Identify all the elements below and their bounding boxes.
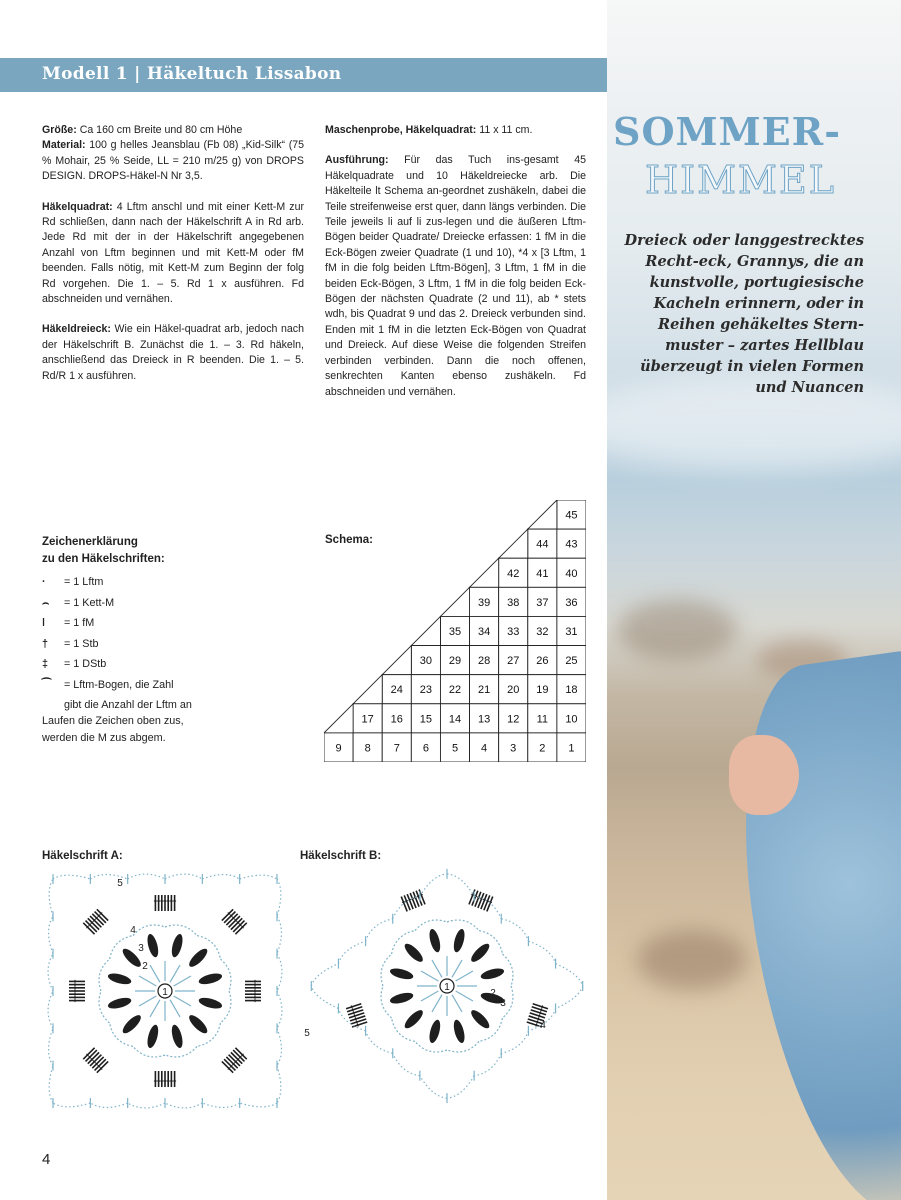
schema-cell-number: 22	[448, 684, 462, 697]
round-label: 2	[490, 988, 496, 999]
outer-chain-arc	[202, 1103, 239, 1107]
round-1-stitch	[456, 971, 473, 981]
legend-title-line1: Zeichenerklärung	[42, 536, 138, 548]
outer-chain-arc	[240, 1103, 277, 1107]
schema-cell-number: 17	[361, 713, 374, 726]
schema-cell-number: 44	[536, 538, 549, 551]
square-label: Häkelquadrat:	[42, 200, 113, 213]
schema-cell-number: 8	[364, 742, 371, 755]
schema-cell-number: 18	[565, 684, 578, 697]
round-label: 5	[304, 1028, 310, 1039]
round-1-stitch	[421, 971, 438, 981]
outer-chain-arc	[556, 964, 583, 986]
round-label: 1	[444, 982, 450, 993]
outer-chain-arc	[49, 879, 53, 916]
single-crochet-icon: ǀ	[42, 617, 46, 629]
double-crochet-icon: †	[42, 637, 49, 650]
schema-cell-number: 23	[419, 684, 433, 697]
outer-chain-arc	[165, 874, 202, 879]
outer-chain-arc	[128, 874, 165, 879]
legend-item	[42, 654, 192, 675]
outer-chain-arc	[501, 919, 528, 941]
schema-cell-number: 6	[422, 742, 429, 755]
page-number: 4	[42, 1151, 51, 1168]
outer-chain-arc	[311, 964, 338, 986]
schema-cell-number: 24	[390, 684, 403, 697]
chain-arc	[447, 1041, 479, 1052]
outer-chain-arc	[338, 941, 365, 963]
schema-cell-number: 26	[536, 655, 549, 668]
hand-image	[729, 735, 799, 815]
puff-stitch	[145, 933, 160, 959]
chain-arc	[381, 954, 392, 986]
puff-stitch	[198, 971, 224, 986]
puff-stitch	[480, 966, 506, 981]
legend-item	[42, 675, 192, 696]
puff-stitch	[402, 941, 425, 964]
triangle-text: Wie ein Häkel-quadrat arb, jedoch nach der Häkelschrift B. Zunächst die 1. – 3. Rd häkeln, anschließend das Dreieck in R beenden. Die 1. – 5. Rd/R 1 x ausführen.	[42, 323, 304, 382]
outer-chain-arc	[48, 954, 53, 991]
double-crochet-group	[69, 980, 85, 1002]
round-1-stitch	[432, 995, 442, 1012]
schema-cell-number: 11	[536, 713, 549, 726]
schema-label: Schema:	[325, 534, 373, 546]
schema-triangle	[470, 558, 499, 587]
outer-chain-arc	[277, 1028, 281, 1065]
schema-cell-number: 40	[565, 567, 578, 580]
stitch-crossbar	[536, 1024, 537, 1027]
double-crochet-group	[221, 908, 248, 935]
legend-text: = Lftm-Bogen, die Zahl	[64, 678, 174, 691]
round-label: 1	[162, 987, 168, 998]
schema-cell-number: 45	[565, 509, 578, 522]
schema-cell-number: 9	[335, 742, 342, 755]
legend-text: = 1 Stb	[64, 637, 99, 650]
headline-sommer: SOMMER-	[613, 109, 841, 154]
outer-chain-arc	[528, 941, 555, 963]
schema-cell-number: 33	[507, 626, 520, 638]
schema-cell-number: 25	[565, 655, 578, 668]
execution-text: Für das Tuch ins-gesamt 45 Häkelquadrate und 10 Häkeldreiecke arb. Die Häkelteile lt Schema an-geordnet zushäkeln, dabei die Teile streifenweise erst quer, dann längs verbinden. Die Teile jeweils li auf li zus-legen und die äußeren Lftm-Bögen beider Quadrate/ Dreiecke erfassen: 1 fM in die Eck-Bögen zweier Quadrate (1 und 10), *4 x [3 Lftm, 1 fM in die folg beiden Lftm-Bögen], 3 Lftm, 1 fM in die beiden Eck-Bögen, 3 Lftm, 1 fM in die folg beiden Eck-Bögen der nächsten Quadrate (2 und 11), ab * stets wdh, bis Quadrat 9 und das 2. Dreieck verbunden sind. Enden mit 1 fM in die letzten Eck-Bögen von Quadrat und Dreieck. Auf diese Weise die folgenden Streifen verbinden verbinden. Dann die noch offenen, senkrechten Kanten ebenso zushäkeln. Fd abschneiden und vernähen.	[325, 154, 586, 398]
schema-cell-number: 38	[507, 596, 520, 609]
page-title: Modell 1 | Häkeltuch Lissabon	[42, 64, 342, 84]
chain-arc	[165, 925, 197, 936]
round-label: 3	[138, 943, 144, 954]
puff-stitch	[389, 966, 415, 981]
round-1-stitch	[170, 1000, 180, 1017]
schema-triangle	[440, 587, 469, 616]
legend-note	[42, 713, 184, 747]
assembly-schema	[324, 500, 586, 762]
schema-cell-number: 36	[565, 596, 578, 609]
puff-stitch	[187, 946, 210, 969]
legend-text: = 1 DStb	[64, 658, 107, 670]
outer-chain-arc	[447, 874, 474, 896]
schema-cell-number: 32	[536, 626, 549, 638]
round-label: 4	[130, 925, 136, 936]
chain-arc	[133, 925, 165, 936]
schema-triangle	[411, 616, 440, 645]
schema-cell-number: 35	[448, 626, 462, 638]
double-crochet-group	[82, 908, 109, 935]
chain-arc	[447, 920, 479, 931]
crochet-chart-b	[300, 866, 595, 1106]
legend-title-line2: zu den Häkelschriften:	[42, 553, 165, 565]
chain-arc	[381, 986, 392, 1018]
stitch-crossbar	[356, 1021, 357, 1024]
headline-himmel: HIMMEL	[645, 158, 836, 202]
outer-chain-arc	[49, 916, 53, 953]
round-1-stitch	[452, 995, 462, 1012]
slip-stitch-icon: ⌢	[42, 596, 50, 609]
puff-stitch	[187, 1013, 210, 1036]
puff-stitch	[145, 1024, 160, 1050]
legend-title	[42, 534, 165, 568]
stitch-crossbar	[541, 1008, 542, 1011]
puff-stitch	[452, 1019, 467, 1045]
legend-text: = 1 fM	[64, 617, 95, 629]
stitch-crossbar	[538, 1018, 539, 1021]
double-crochet-group	[221, 1047, 248, 1074]
schema-cell-number: 10	[565, 713, 578, 726]
schema-cell-number: 34	[477, 626, 491, 638]
size-label: Größe:	[42, 124, 77, 136]
legend-note-line1: Laufen die Zeichen oben zus,	[42, 715, 184, 727]
schema-cell-number: 31	[565, 626, 578, 638]
chain-arc	[502, 954, 513, 986]
schema-cell-number: 30	[419, 655, 433, 668]
stitch-crossbar	[351, 1005, 352, 1008]
stitch-crossbar	[540, 1012, 541, 1015]
round-1-stitch	[170, 965, 180, 982]
schema-cell-number: 12	[507, 713, 520, 726]
schema-triangle	[324, 704, 353, 733]
square-text: 4 Lftm anschl und mit einer Kett-M zur Rd schließen, dann nach der Häkelschrift A in Rd arb. Jede Rd mit der in der Häkelschrift angegebenen Anzahl von Lftm beginnen und mit Kett-M oder fM beenden. Falls nötig, mit Kett-M zum Beginn der folg Rd vorgehen. Die 1. – 5. Rd 1 x ausführen. Fd abschneiden und vernähen.	[42, 200, 304, 306]
schema-cell-number: 13	[477, 713, 491, 726]
stitch-crossbar	[355, 1018, 356, 1021]
round-1-stitch	[432, 960, 442, 977]
legend-item	[42, 613, 192, 634]
legend-text: = 1 Lftm	[64, 576, 104, 588]
schema-cell-number: 43	[565, 538, 578, 551]
round-1-stitch	[139, 976, 156, 986]
puff-stitch	[120, 1013, 143, 1036]
puff-stitch	[198, 996, 224, 1011]
chain-arc	[133, 1046, 165, 1057]
schema-cell-number: 15	[419, 713, 433, 726]
outer-chain-arc	[393, 1053, 420, 1075]
symbol-legend	[42, 572, 192, 716]
schema-cell-number: 39	[477, 596, 491, 609]
schema-cell-number: 16	[390, 713, 403, 726]
stitch-crossbar	[542, 1005, 543, 1008]
outer-chain-arc	[90, 1103, 127, 1107]
outer-chain-arc	[447, 1076, 474, 1098]
tagline: Dreieck oder langgestrecktes Recht-eck, Grannys, die an kunstvolle, portugiesische Kacheln erinnern, oder in Reihen gehäkeltes Stern-muster – zartes Hellblau überzeugt in vielen Formen und Nuancen	[624, 232, 864, 396]
outer-chain-arc	[474, 1053, 501, 1075]
legend-item	[42, 572, 192, 593]
puff-stitch	[170, 933, 185, 959]
chain-stitch-icon: ·	[42, 576, 46, 588]
stitch-crossbar	[357, 1024, 358, 1027]
double-crochet-group	[346, 1002, 368, 1028]
outer-chain-arc	[53, 1103, 90, 1107]
round-label: 5	[117, 878, 123, 889]
schema-triangle	[528, 500, 557, 529]
schema-triangle	[499, 529, 528, 558]
material-text: 100 g helles Jeansblau (Fb 08) „Kid-Silk“ (75 % Mohair, 25 % Seide, LL = 210 m/25 g) von DROPS DESIGN. DROPS-Häkel-N Nr 3,5.	[42, 139, 305, 183]
puff-stitch	[170, 1024, 185, 1050]
double-crochet-group	[154, 1071, 176, 1087]
outer-chain-arc	[49, 1028, 53, 1065]
schema-cell-number: 7	[393, 742, 400, 755]
outer-chain-arc	[420, 1076, 447, 1098]
legend-text: gibt die Anzahl der Lftm an	[64, 699, 192, 711]
stitch-crossbar	[537, 1021, 538, 1024]
outer-chain-arc	[366, 919, 393, 941]
schema-cell-number: 4	[481, 742, 488, 755]
gauge-label: Maschenprobe, Häkelquadrat:	[325, 124, 477, 136]
schema-cell-number: 14	[448, 713, 462, 726]
outer-chain-arc	[240, 875, 277, 879]
outer-chain-arc	[556, 986, 583, 1008]
schema-cell-number: 5	[451, 742, 459, 755]
round-1-stitch	[150, 965, 160, 982]
chain-arc-icon: ⁀	[42, 678, 51, 691]
instructions-left	[42, 123, 304, 399]
schema-triangle	[353, 675, 382, 704]
puff-stitch	[452, 928, 467, 954]
outer-chain-arc	[277, 1066, 281, 1103]
schema-cell-number: 37	[536, 596, 549, 609]
round-1-stitch	[421, 991, 438, 1001]
round-1-stitch	[139, 996, 156, 1006]
outer-chain-arc	[277, 991, 282, 1028]
schema-cell-number: 19	[536, 684, 549, 697]
chain-arc	[220, 959, 231, 991]
legend-note-line2: werden die M zus abgem.	[42, 732, 166, 744]
chain-arc	[415, 920, 447, 931]
outer-chain-arc	[48, 991, 53, 1028]
puff-stitch	[107, 996, 133, 1011]
chain-arc	[165, 1046, 197, 1057]
round-label: 3	[500, 998, 506, 1009]
puff-stitch	[427, 928, 442, 954]
round-1-stitch	[174, 976, 191, 986]
outer-chain-arc	[165, 1103, 202, 1108]
outer-chain-arc	[501, 1031, 528, 1053]
puff-stitch	[469, 941, 492, 964]
triangle-label: Häkeldreieck:	[42, 323, 111, 336]
crochet-chart-a	[40, 866, 290, 1116]
chain-arc	[220, 991, 231, 1023]
chain-arc	[99, 959, 110, 991]
outer-chain-arc	[277, 879, 281, 916]
stitch-crossbar	[352, 1008, 353, 1011]
schema-cell-number: 2	[539, 742, 546, 755]
schema-cell-number: 41	[536, 567, 549, 580]
size-text: Ca 160 cm Breite und 80 cm Höhe	[79, 124, 243, 136]
double-crochet-group	[82, 1047, 109, 1074]
round-label: 2	[142, 961, 148, 972]
schema-cell-number: 1	[568, 742, 575, 755]
schema-cell-number: 29	[448, 655, 462, 668]
outer-chain-arc	[277, 954, 282, 991]
schema-cell-number: 42	[507, 567, 520, 580]
round-1-stitch	[174, 996, 191, 1006]
puff-stitch	[427, 1019, 442, 1045]
outer-chain-arc	[53, 875, 90, 879]
outer-chain-arc	[128, 1103, 165, 1108]
outer-chain-arc	[277, 916, 281, 953]
outer-chain-arc	[311, 986, 338, 1008]
execution-label: Ausführung:	[325, 154, 389, 167]
legend-text: = 1 Kett-M	[64, 596, 115, 609]
round-label: 4	[540, 1020, 546, 1031]
legend-item	[42, 634, 192, 655]
puff-stitch	[107, 971, 133, 986]
puff-stitch	[469, 1008, 492, 1031]
outer-chain-arc	[202, 875, 239, 879]
chain-arc	[415, 1041, 447, 1052]
outer-chain-arc	[420, 874, 447, 896]
instructions-right	[325, 123, 586, 415]
stitch-crossbar	[353, 1012, 354, 1015]
double-crochet-group	[154, 895, 176, 911]
diagram-b-label: Häkelschrift B:	[300, 850, 382, 862]
double-crochet-group	[245, 980, 261, 1002]
round-1-stitch	[452, 960, 462, 977]
schema-cell-number: 27	[507, 655, 520, 668]
gauge-text: 11 x 11 cm.	[479, 124, 533, 136]
outer-chain-arc	[49, 1066, 53, 1103]
diagram-a-label: Häkelschrift A:	[42, 850, 123, 862]
stitch-crossbar	[354, 1015, 355, 1018]
puff-stitch	[402, 1008, 425, 1031]
legend-item	[42, 593, 192, 614]
schema-cell-number: 28	[477, 655, 491, 668]
material-label: Material:	[42, 139, 86, 152]
round-1-stitch	[456, 991, 473, 1001]
schema-cell-number: 3	[510, 742, 517, 755]
chain-arc	[99, 991, 110, 1023]
outer-chain-arc	[366, 1031, 393, 1053]
shawl-image	[719, 649, 901, 1200]
treble-crochet-icon: ‡	[42, 658, 49, 670]
schema-cell-number: 21	[477, 684, 491, 697]
puff-stitch	[389, 991, 415, 1006]
schema-cell-number: 20	[507, 684, 520, 697]
round-1-stitch	[150, 1000, 160, 1017]
schema-triangle	[382, 646, 411, 675]
stitch-crossbar	[539, 1015, 540, 1018]
